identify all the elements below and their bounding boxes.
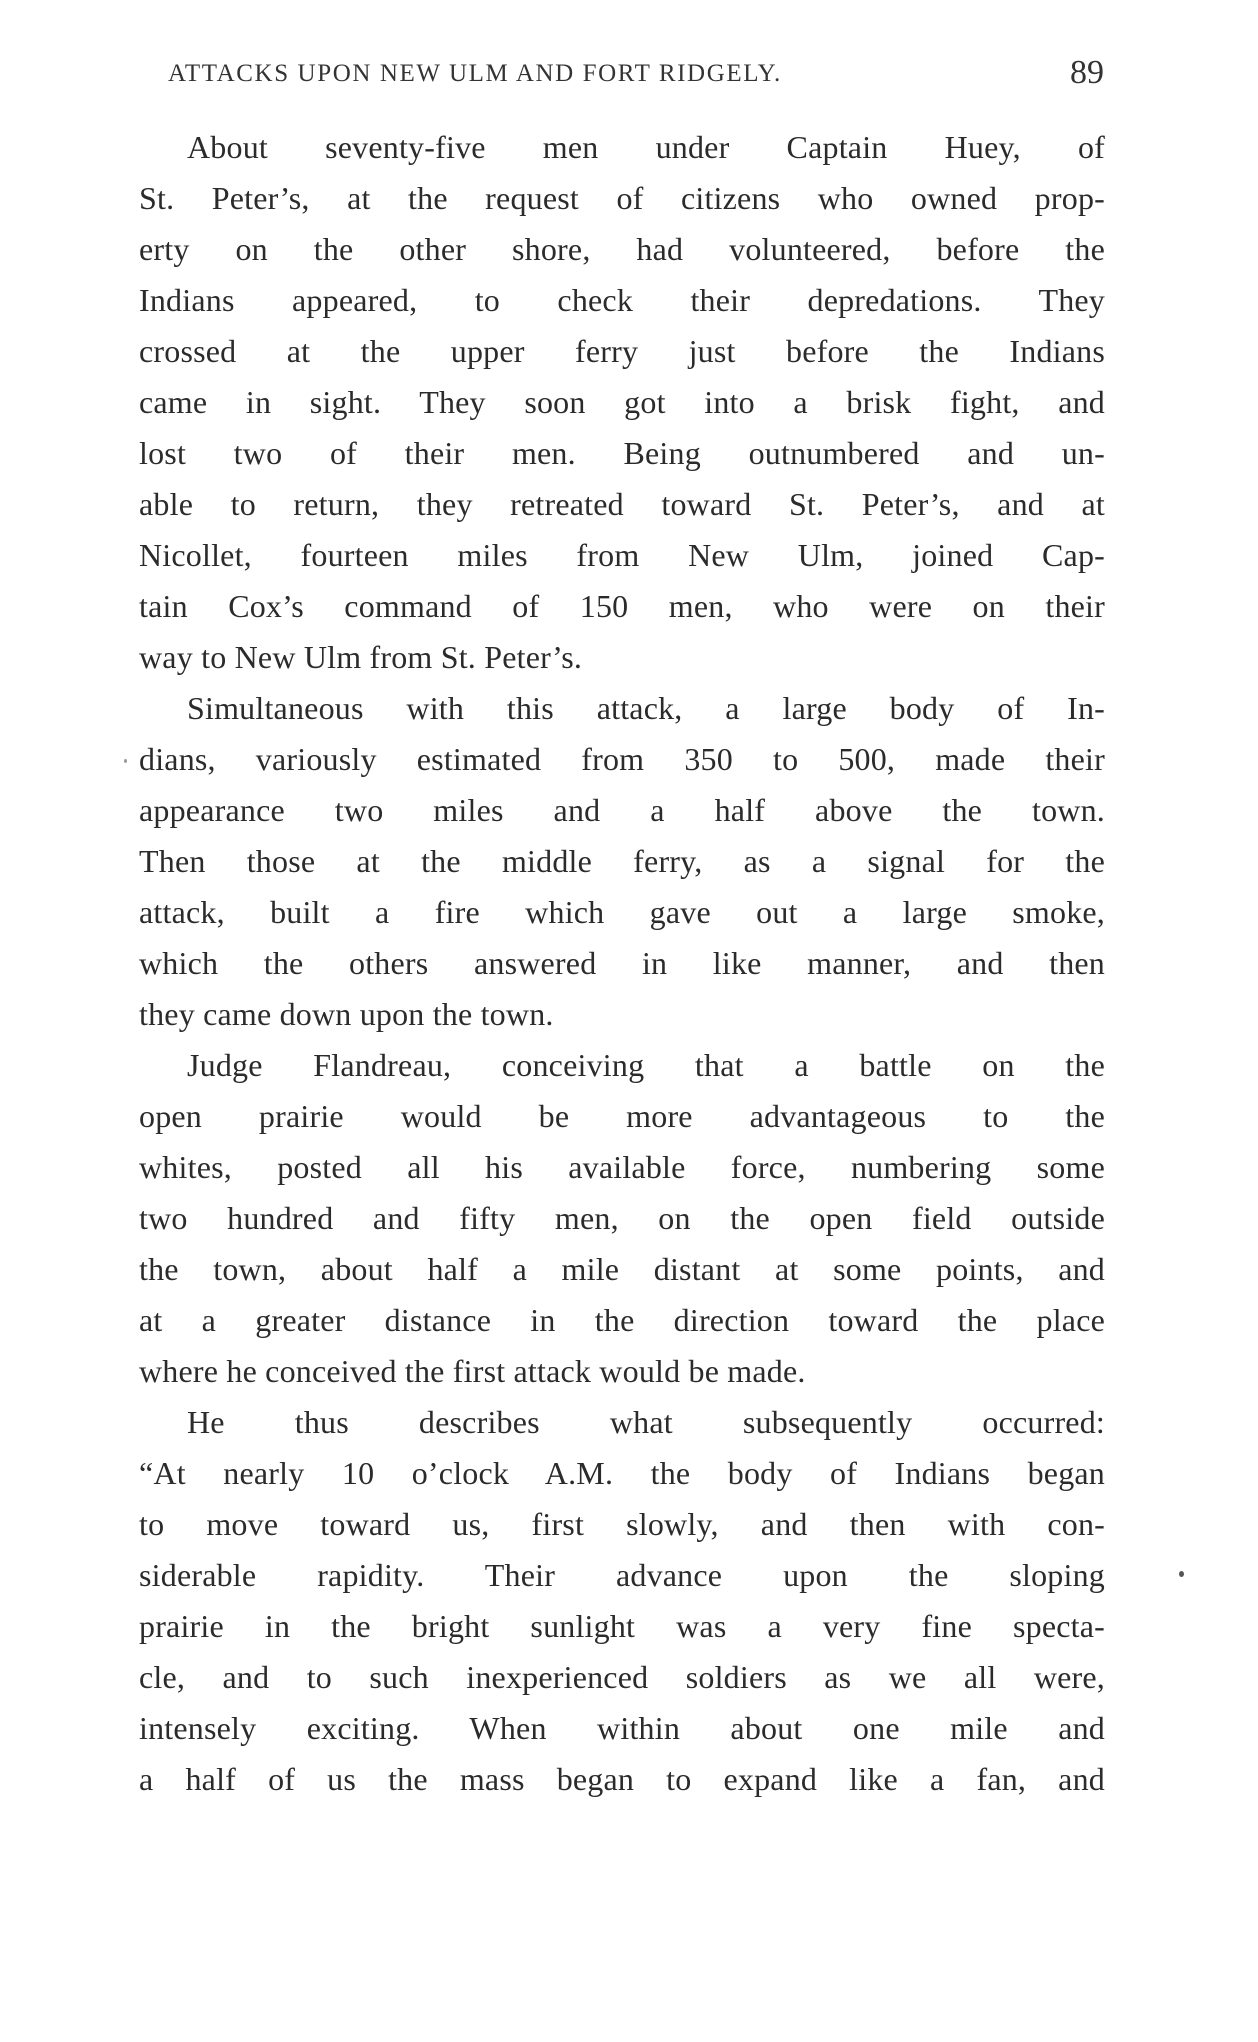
text-line: attack, built a fire which gave out a large smoke,: [139, 894, 1105, 930]
text-line: cle, and to such inexperienced soldiers as we all were,: [139, 1659, 1105, 1695]
text-line: a half of us the mass began to expand like a fan, and: [139, 1761, 1105, 1797]
text-line: open prairie would be more advantageous to the: [139, 1098, 1105, 1134]
text-line: Indians appeared, to check their depredations. They: [139, 282, 1105, 318]
body-text: [139, 122, 1105, 1805]
text-line: About seventy-five men under Captain Huey, of: [187, 129, 1105, 165]
ink-speck: [1179, 1571, 1184, 1577]
text-line: prairie in the bright sunlight was a very fine specta-: [139, 1608, 1105, 1644]
running-head: [168, 54, 1104, 98]
ink-speck: [124, 759, 127, 763]
text-line: the town, about half a mile distant at some points, and: [139, 1251, 1105, 1287]
text-line: where he conceived the first attack would be made.: [139, 1353, 806, 1389]
text-line: lost two of their men. Being outnumbered and un-: [139, 435, 1105, 471]
text-line: way to New Ulm from St. Peter’s.: [139, 639, 583, 675]
text-line: at a greater distance in the direction toward the place: [139, 1302, 1105, 1338]
text-line: Simultaneous with this attack, a large body of In-: [187, 690, 1105, 726]
text-line: dians, variously estimated from 350 to 500, made their: [139, 741, 1105, 777]
text-line: intensely exciting. When within about one mile and: [139, 1710, 1105, 1746]
text-line: “At nearly 10 o’clock A.M. the body of Indians began: [139, 1455, 1105, 1491]
text-line: two hundred and fifty men, on the open field outside: [139, 1200, 1105, 1236]
text-line: siderable rapidity. Their advance upon the sloping: [139, 1557, 1105, 1593]
text-line: Nicollet, fourteen miles from New Ulm, joined Cap-: [139, 537, 1105, 573]
page-number: 89: [1070, 54, 1104, 91]
text-line: whites, posted all his available force, numbering some: [139, 1149, 1105, 1185]
text-line: Judge Flandreau, conceiving that a battle on the: [187, 1047, 1105, 1083]
text-line: St. Peter’s, at the request of citizens who owned prop-: [139, 180, 1105, 216]
text-line: appearance two miles and a half above the town.: [139, 792, 1105, 828]
text-line: which the others answered in like manner, and then: [139, 945, 1105, 981]
text-line: erty on the other shore, had volunteered, before the: [139, 231, 1105, 267]
text-line: they came down upon the town.: [139, 996, 554, 1032]
text-line: able to return, they retreated toward St. Peter’s, and at: [139, 486, 1105, 522]
text-line: to move toward us, first slowly, and then with con-: [139, 1506, 1105, 1542]
text-line: He thus describes what subsequently occurred:: [187, 1404, 1105, 1440]
text-line: tain Cox’s command of 150 men, who were on their: [139, 588, 1105, 624]
text-line: Then those at the middle ferry, as a signal for the: [139, 843, 1105, 879]
running-title: ATTACKS UPON NEW ULM AND FORT RIDGELY.: [168, 60, 782, 87]
text-line: came in sight. They soon got into a brisk fight, and: [139, 384, 1105, 420]
text-line: crossed at the upper ferry just before the Indians: [139, 333, 1105, 369]
